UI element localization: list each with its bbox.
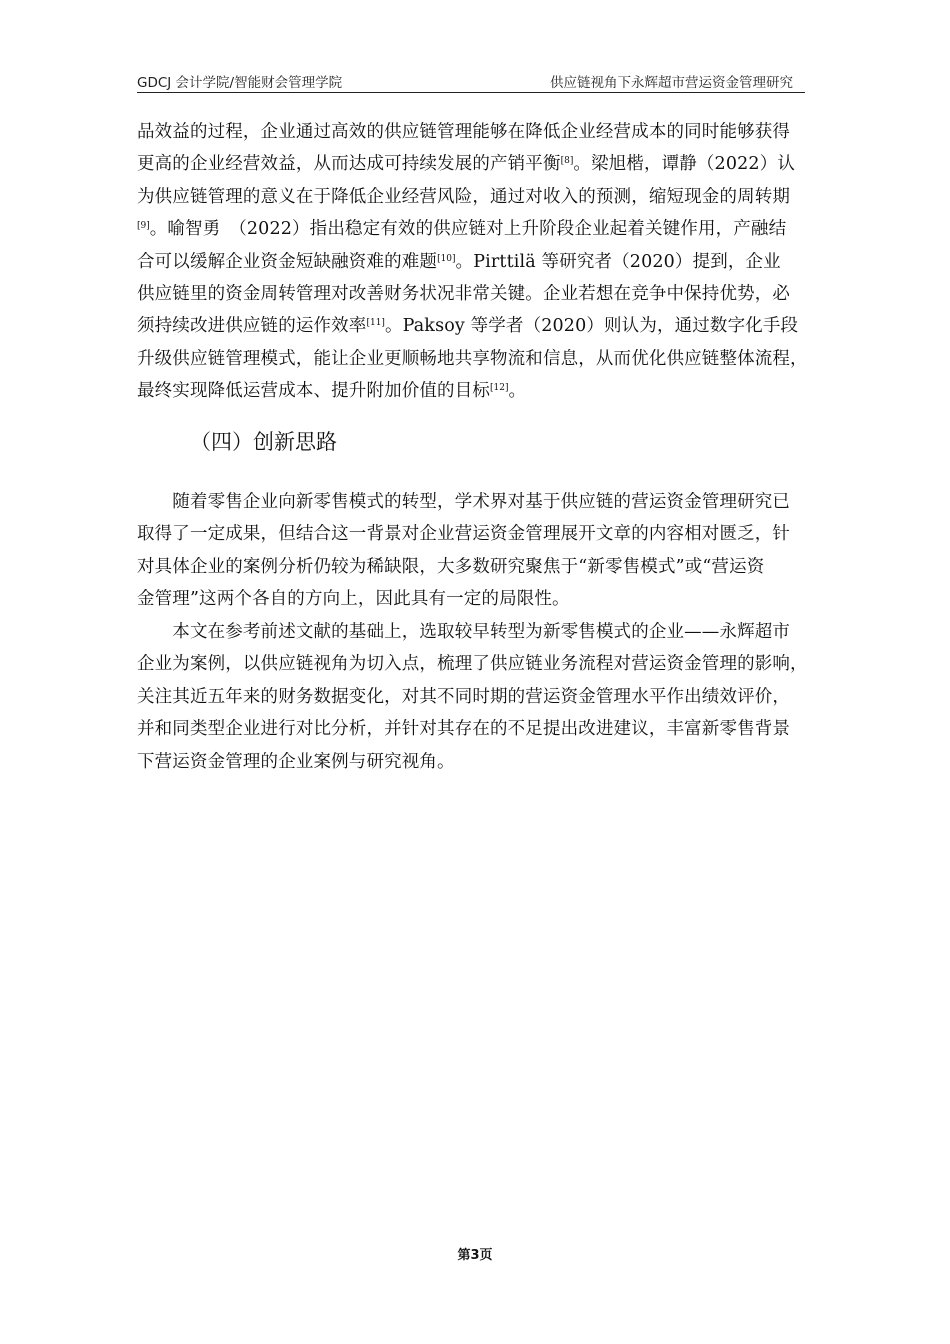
- citation-ref: [9]: [137, 221, 150, 232]
- text-line: [137, 246, 861, 278]
- text-fragment: 。Paksoy 等学者（2020）则认为，通过数字化手段: [384, 316, 799, 337]
- section-heading: （四）创新思路: [190, 430, 337, 454]
- text-line: 升级供应链管理模式，能让企业更顺畅地共享物流和信息，从而优化供应链整体流程，: [137, 348, 808, 369]
- text-line: 取得了一定成果，但结合这一背景对企业营运资金管理展开文章的内容相对匮乏，针: [137, 524, 791, 545]
- header-title: 供应链视角下永辉超市营运资金管理研究: [550, 75, 793, 91]
- text-fragment: 最终实现降低运营成本、提升附加价值的目标: [137, 381, 490, 402]
- citation-ref: [12]: [490, 383, 509, 394]
- text-line: 为供应链管理的意义在于降低企业经营风险，通过对收入的预测，缩短现金的周转期: [137, 186, 791, 207]
- text-line: 对具体企业的案例分析仍较为稀缺限，大多数研究聚焦于“新零售模式”或“营运资: [137, 556, 765, 577]
- text-fragment: 。喻智勇 （2022）指出稳定有效的供应链对上升阶段企业起着关键作用，产融结: [149, 219, 787, 240]
- text-line: 随着零售企业向新零售模式的转型，学术界对基于供应链的营运资金管理研究已: [137, 492, 791, 512]
- text-fragment: 须持续改进供应链的运作效率: [137, 316, 367, 337]
- paragraph-innovation-background: [137, 486, 861, 616]
- text-line: [137, 213, 861, 245]
- citation-ref: [10]: [437, 253, 456, 264]
- citation-ref: [11]: [366, 318, 385, 329]
- text-line: 并和同类型企业进行对比分析，并针对其存在的不足提出改进建议，丰富新零售背景: [137, 719, 791, 740]
- text-fragment: 。: [508, 381, 527, 402]
- text-line: [137, 375, 861, 407]
- paragraph-research-approach: [137, 616, 861, 778]
- text-fragment: 合可以缓解企业资金短缺融资难的难题: [137, 251, 438, 272]
- header-school: GDCJ 会计学院/智能财会管理学院: [137, 75, 343, 91]
- text-line: 品效益的过程，企业通过高效的供应链管理能够在降低企业经营成本的同时能够获得: [137, 122, 791, 142]
- text-line: [137, 310, 861, 342]
- running-header: [137, 70, 805, 93]
- paragraph-literature-review: [137, 116, 861, 408]
- text-line: [137, 148, 861, 180]
- page-number: 第3页: [457, 1248, 493, 1263]
- text-line: 供应链里的资金周转管理对改善财务状况非常关键。企业若想在竞争中保持优势，必: [137, 284, 791, 305]
- text-line: 本文在参考前述文献的基础上，选取较早转型为新零售模式的企业——永辉超市: [137, 622, 791, 642]
- text-fragment: 。梁旭楷，谭静（2022）认: [573, 154, 795, 175]
- text-line: 金管理”这两个各自的方向上，因此具有一定的局限性。: [137, 589, 570, 610]
- text-fragment: 更高的企业经营效益，从而达成可持续发展的产销平衡: [137, 154, 561, 175]
- text-fragment: 。Pirttilä 等研究者（2020）提到，企业: [455, 251, 781, 272]
- citation-ref: [8]: [560, 156, 574, 167]
- text-line: 关注其近五年来的财务数据变化，对其不同时期的营运资金管理水平作出绩效评价，: [137, 686, 791, 707]
- text-line: 企业为案例，以供应链视角为切入点，梳理了供应链业务流程对营运资金管理的影响，: [137, 654, 808, 675]
- text-line: 下营运资金管理的企业案例与研究视角。: [137, 751, 455, 772]
